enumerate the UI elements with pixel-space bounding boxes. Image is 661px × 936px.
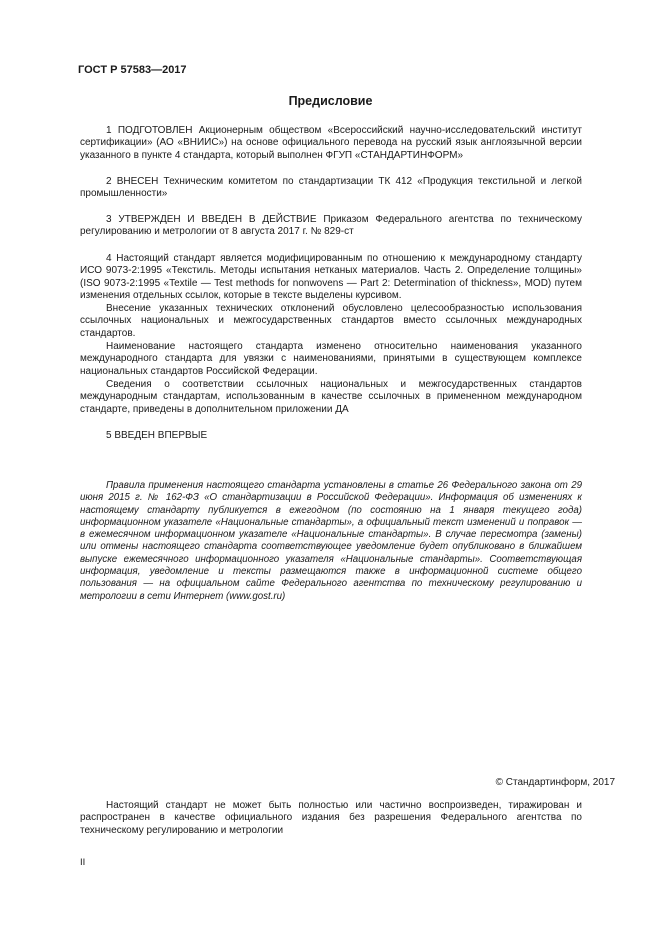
document-id: ГОСТ Р 57583—2017	[78, 64, 187, 76]
paragraph-1: 1 ПОДГОТОВЛЕН Акционерным обществом «Всероссийский научно-исследовательский институт сертификации» (АО «ВНИИС») на основе официального перевода на русский язык англоязычной версии указанного в пункте 4 стандарта, который выполнен ФГУП «СТАНДАРТИНФОРМ»	[80, 125, 582, 161]
paragraph-3: 3 УТВЕРЖДЕН И ВВЕДЕН В ДЕЙСТВИЕ Приказом Федерального агентства по техническому регулированию и метрологии от 8 августа 2017 г. № 829-ст	[80, 214, 582, 238]
application-rules-notice: Правила применения настоящего стандарта установлены в статье 26 Федерального закона от 29 июня 2015 г. № 162-ФЗ «О стандартизации в Российской Федерации». Информация об изменениях к настоящему стандарту публикуется в ежегодном (по состоянию на 1 января текущего года) информационном указателе «Национальные стандарты», а официальный текст изменений и поправок — в ежемесячном информационном указателе «Национальные стандарты». В случае пересмотра (замены) или отмены настоящего стандарта соответствующее уведомление будет опубликовано в ближайшем выпуске ежемесячного информационного указателя «Национальные стандарты». Соответствующая информация, уведомление и тексты размещаются также в информационной системе общего пользования — на официальном сайте Федерального агентства по техническому регулированию и метрологии в сети Интернет (www.gost.ru)	[80, 480, 582, 602]
paragraph-5: 5 ВВЕДЕН ВПЕРВЫЕ	[106, 430, 208, 441]
page-number: II	[80, 857, 86, 868]
copyright: © Стандартинформ, 2017	[495, 777, 615, 788]
paragraph-4-name-change: Наименование настоящего стандарта изменено относительно наименования указанного международного стандарта для увязки с наименованиями, принятыми в существующем комплексе национальных стандартов Российской Федерации.	[80, 341, 582, 377]
reproduction-notice: Настоящий стандарт не может быть полностью или частично воспроизведен, тиражирован и распространен в качестве официального издания без разрешения Федерального агентства по техническому регулированию и метрологии	[80, 800, 582, 836]
paragraph-4-references: Сведения о соответствии ссылочных национальных и межгосударственных стандартов международным стандартам, использованным в качестве ссылочных в примененном международном стандарте, приведены в дополнительном приложении ДА	[80, 379, 582, 415]
page-title: Предисловие	[288, 94, 373, 108]
paragraph-2: 2 ВНЕСЕН Техническим комитетом по стандартизации ТК 412 «Продукция текстильной и легкой промышленности»	[80, 176, 582, 200]
paragraph-4-deviations: Внесение указанных технических отклонений обусловлено целесообразностью использования ссылочных национальных и межгосударственных стандартов вместо ссылочных международных стандартов.	[80, 303, 582, 339]
paragraph-4: 4 Настоящий стандарт является модифицированным по отношению к международному стандарту ИСО 9073-2:1995 «Текстиль. Методы испытания нетканых материалов. Часть 2. Определение толщины» (ISO 9073-2:1995 «Textile — Test methods for nonwovens — Part 2: Determination of thickness», MOD) путем изменения отдельных ссылок, которые в тексте выделены курсивом.	[80, 253, 582, 302]
